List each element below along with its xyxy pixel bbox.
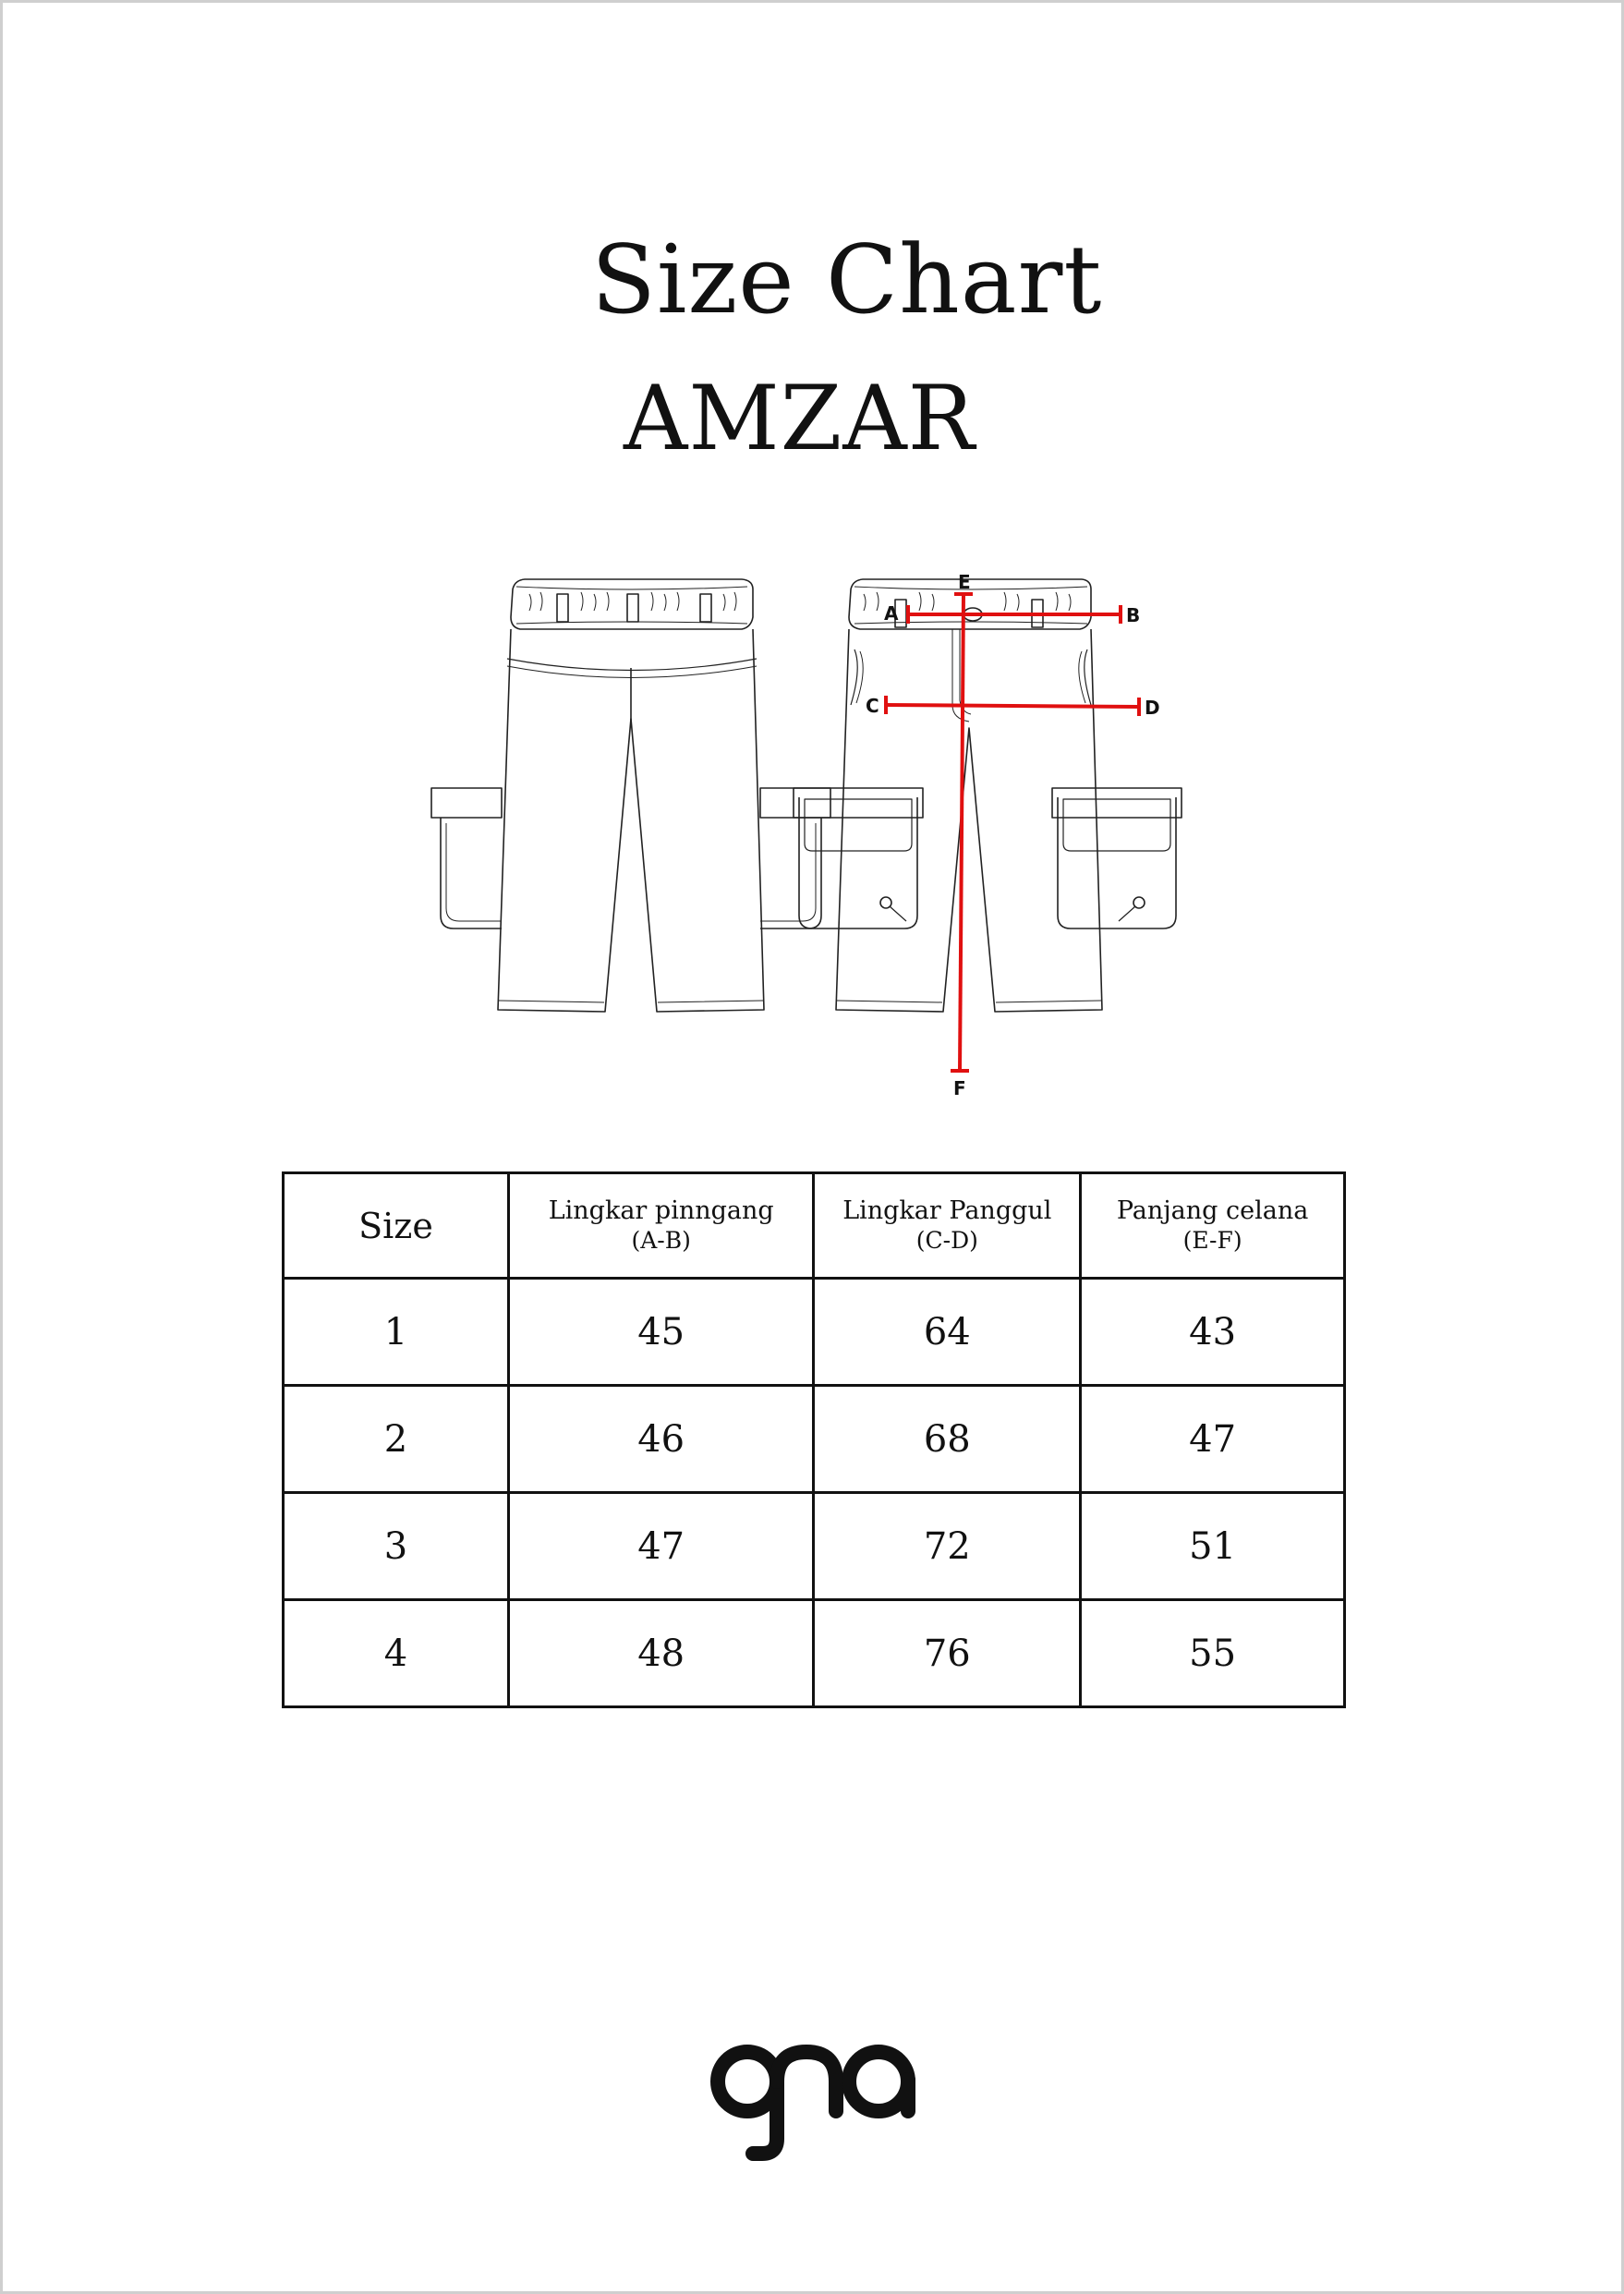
label-e: E (958, 571, 971, 593)
header-length: Panjang celana (E-F) (1081, 1173, 1345, 1279)
label-f: F (953, 1077, 966, 1099)
cell-size: 3 (284, 1493, 509, 1600)
header-hip: Lingkar Panggul (C-D) (814, 1173, 1081, 1279)
label-b: B (1126, 604, 1141, 626)
pants-back-view (431, 579, 830, 1012)
pants-front-view (794, 579, 1182, 1012)
product-name: AMZAR (624, 367, 976, 470)
measure-line-e-f (960, 594, 963, 1071)
size-table (282, 1171, 1346, 1708)
cell-waist: 47 (508, 1493, 813, 1600)
label-a: A (884, 602, 899, 625)
table-row (284, 1493, 1345, 1600)
table-row (284, 1386, 1345, 1493)
label-c: C (866, 695, 879, 717)
table-header-row (284, 1173, 1345, 1279)
cell-waist: 46 (508, 1386, 813, 1493)
brand-logo (707, 2026, 925, 2165)
measure-line-c-d (886, 705, 1139, 707)
cell-length: 47 (1081, 1386, 1345, 1493)
measurement-letters (866, 571, 1160, 1099)
label-d: D (1145, 697, 1160, 719)
page-title: Size Chart (591, 225, 1103, 335)
cell-length: 43 (1081, 1279, 1345, 1386)
table-row (284, 1600, 1345, 1707)
cell-length: 51 (1081, 1493, 1345, 1600)
cell-length: 55 (1081, 1600, 1345, 1707)
cell-size: 1 (284, 1279, 509, 1386)
cell-size: 2 (284, 1386, 509, 1493)
pants-sketch (409, 566, 1222, 1121)
cell-waist: 48 (508, 1600, 813, 1707)
cell-hip: 64 (814, 1279, 1081, 1386)
cell-hip: 68 (814, 1386, 1081, 1493)
header-waist: Lingkar pinngang (A-B) (508, 1173, 813, 1279)
cell-hip: 76 (814, 1600, 1081, 1707)
cell-size: 4 (284, 1600, 509, 1707)
header-size: Size (284, 1173, 509, 1279)
cell-hip: 72 (814, 1493, 1081, 1600)
table-row (284, 1279, 1345, 1386)
cell-waist: 45 (508, 1279, 813, 1386)
